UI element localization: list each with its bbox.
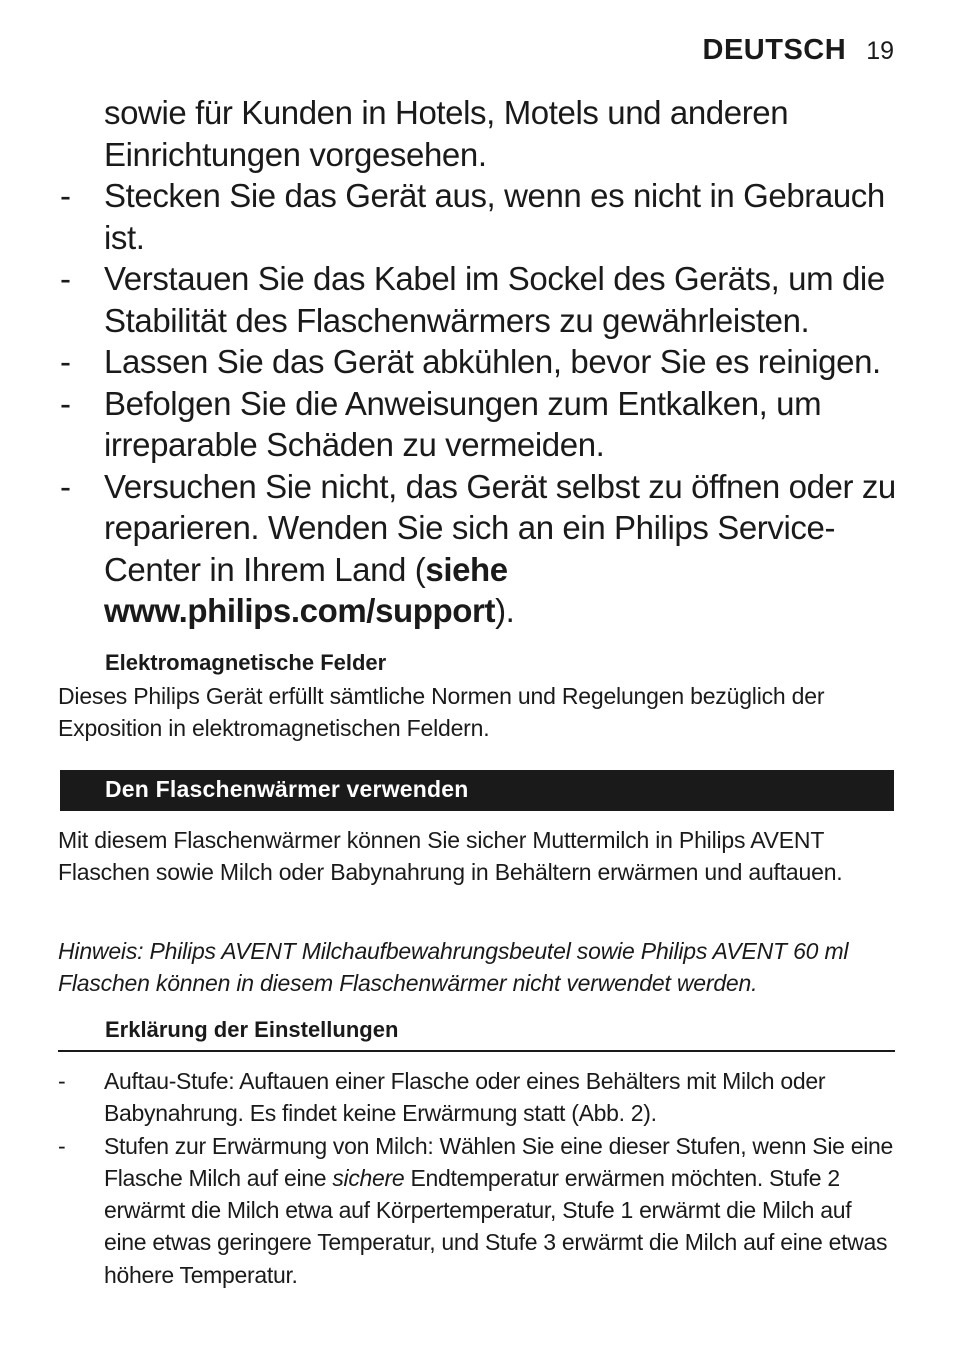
list-item	[58, 1130, 898, 1291]
usage-intro: Mit diesem Flaschenwärmer können Sie sicher Muttermilch in Philips AVENT Flaschen sowie Milch oder Babynahrung in Behältern erwärmen und auftauen.	[58, 827, 843, 885]
list-dash: -	[60, 467, 71, 505]
list-item-text	[104, 1130, 898, 1291]
list-dash: -	[60, 343, 71, 380]
list-item	[58, 1065, 898, 1130]
settings-list	[58, 1065, 898, 1291]
item-text-emphasis: sichere	[332, 1164, 405, 1191]
settings-heading: Erklärung der Einstellungen	[105, 1017, 399, 1042]
list-item-text: Befolgen Sie die Anweisungen zum Entkalken, um irreparable Schäden zu vermeiden.	[104, 384, 822, 463]
list-item	[58, 258, 908, 341]
item-text-end: Endtemperatur erwärmen möchten. Stufe 2 erwärmt die Milch etwa auf Körpertemperatur, Stufe 1 erwärmt die Milch auf eine etwas geringere Temperatur, und Stufe 3 erwärmt die Milch auf eine etwas höhere Temperatur.	[104, 1164, 888, 1288]
page-number: 19	[866, 37, 894, 65]
list-item	[58, 466, 908, 632]
list-item	[58, 175, 908, 258]
list-dash: -	[60, 177, 71, 214]
list-item-text: Auftau-Stufe: Auftauen einer Flasche oder eines Behälters mit Milch oder Babynahrung. Es findet keine Erwärmung statt (Abb. 2).	[104, 1068, 826, 1127]
page-header	[703, 34, 894, 67]
emf-heading: Elektromagnetische Felder	[105, 650, 387, 675]
language-label: DEUTSCH	[702, 34, 847, 66]
safety-continuation: sowie für Kunden in Hotels, Motels und anderen Einrichtungen vorgesehen.	[104, 94, 789, 173]
emf-paragraph: Dieses Philips Gerät erfüllt sämtliche Normen und Regelungen bezüglich der Exposition in elektromagnetischen Feldern.	[58, 683, 825, 741]
list-dash: -	[58, 1068, 66, 1094]
support-text: Versuchen Sie nicht, das Gerät selbst zu öffnen oder zu reparieren. Wenden Sie sich an ein Philips Service-Center in Ihrem Land (	[104, 467, 896, 588]
usage-note: Hinweis: Philips AVENT Milchaufbewahrungsbeutel sowie Philips AVENT 60 ml Flaschen können in diesem Flaschenwärmer nicht verwendet werden.	[58, 938, 849, 996]
list-item-text: Verstauen Sie das Kabel im Sockel des Geräts, um die Stabilität des Flaschenwärmers zu gewährleisten.	[104, 260, 885, 339]
support-text-end: ).	[495, 592, 515, 629]
list-dash: -	[60, 384, 71, 422]
section-title-bar	[60, 770, 894, 811]
list-item-text: Stecken Sie das Gerät aus, wenn es nicht in Gebrauch ist.	[104, 177, 885, 256]
list-item	[58, 341, 908, 383]
list-item	[58, 383, 908, 466]
list-item-text	[104, 466, 908, 632]
list-dash: -	[58, 1132, 66, 1159]
list-dash: -	[60, 260, 71, 297]
heading-rule	[58, 1050, 895, 1052]
section-title: Den Flaschenwärmer verwenden	[105, 776, 469, 802]
item-text-start: Stufen zur Erwärmung von Milch: Wählen Sie eine dieser Stufen, wenn Sie eine Flasche Milch auf eine	[104, 1132, 894, 1191]
support-link[interactable]: siehe www.philips.com/support	[104, 550, 508, 629]
list-item-text: Lassen Sie das Gerät abkühlen, bevor Sie es reinigen.	[104, 343, 881, 380]
safety-list	[58, 92, 908, 632]
